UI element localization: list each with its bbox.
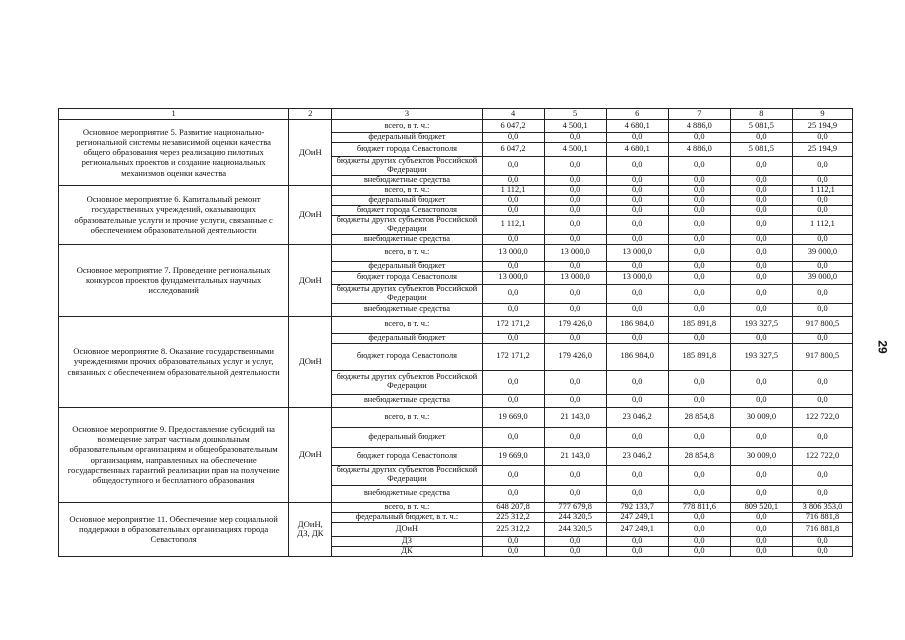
funding-source-cell: всего, в т. ч.: xyxy=(332,244,482,261)
table-row xyxy=(59,502,853,512)
amount-cell: 0,0 xyxy=(606,234,668,244)
amount-cell: 0,0 xyxy=(792,465,852,485)
funding-source-cell: федеральный бюджет, в т. ч.: xyxy=(332,512,482,522)
amount-cell: 0,0 xyxy=(544,536,606,546)
amount-cell: 19 669,0 xyxy=(482,447,544,465)
page-number: 29 xyxy=(875,340,890,354)
amount-cell: 0,0 xyxy=(792,284,852,303)
amount-cell: 0,0 xyxy=(730,303,792,316)
amount-cell: 778 811,6 xyxy=(668,502,730,512)
column-header: 4 xyxy=(482,109,544,120)
amount-cell: 0,0 xyxy=(730,370,792,394)
table-row xyxy=(59,244,853,261)
amount-cell: 0,0 xyxy=(730,333,792,343)
amount-cell: 0,0 xyxy=(606,333,668,343)
amount-cell: 0,0 xyxy=(668,427,730,447)
amount-cell: 0,0 xyxy=(482,427,544,447)
amount-cell: 39 000,0 xyxy=(792,271,852,284)
amount-cell: 0,0 xyxy=(668,333,730,343)
amount-cell: 648 207,8 xyxy=(482,502,544,512)
amount-cell: 0,0 xyxy=(544,261,606,271)
amount-cell: 185 891,8 xyxy=(668,316,730,333)
amount-cell: 0,0 xyxy=(482,546,544,556)
amount-cell: 13 000,0 xyxy=(482,271,544,284)
amount-cell: 172 171,2 xyxy=(482,343,544,370)
amount-cell: 21 143,0 xyxy=(544,407,606,427)
amount-cell: 0,0 xyxy=(482,261,544,271)
amount-cell: 0,0 xyxy=(482,175,544,185)
funding-source-cell: бюджет города Севастополя xyxy=(332,143,482,157)
amount-cell: 0,0 xyxy=(668,157,730,176)
table-row xyxy=(59,120,853,133)
amount-cell: 0,0 xyxy=(606,546,668,556)
amount-cell: 193 327,5 xyxy=(730,316,792,333)
amount-cell: 0,0 xyxy=(792,333,852,343)
amount-cell: 917 800,5 xyxy=(792,343,852,370)
amount-cell: 3 806 353,0 xyxy=(792,502,852,512)
funding-source-cell: всего, в т. ч.: xyxy=(332,316,482,333)
amount-cell: 0,0 xyxy=(730,465,792,485)
amount-cell: 0,0 xyxy=(730,512,792,522)
amount-cell: 0,0 xyxy=(544,215,606,234)
activity-cell: Основное мероприятие 5. Развитие национально-региональной системы независимой оценки качества общего образования через реализацию пилотных региональных проектов и создание национальных механизмов оценки качества xyxy=(59,120,289,186)
amount-cell: 0,0 xyxy=(606,303,668,316)
executor-cell: ДОиН, ДЗ, ДК xyxy=(289,502,332,556)
amount-cell: 0,0 xyxy=(606,215,668,234)
amount-cell: 0,0 xyxy=(544,485,606,502)
amount-cell: 0,0 xyxy=(730,427,792,447)
amount-cell: 1 112,1 xyxy=(792,215,852,234)
funding-source-cell: федеральный бюджет xyxy=(332,133,482,143)
amount-cell: 28 854,8 xyxy=(668,447,730,465)
amount-cell: 0,0 xyxy=(668,522,730,536)
funding-source-cell: бюджеты других субъектов Российской Федерации xyxy=(332,465,482,485)
amount-cell: 0,0 xyxy=(544,185,606,195)
amount-cell: 0,0 xyxy=(606,261,668,271)
amount-cell: 225 312,2 xyxy=(482,512,544,522)
activity-cell: Основное мероприятие 8. Оказание государственными учреждениями прочих образовательных услуг и услуг, связанных с обеспечением образовательной деятельности xyxy=(59,316,289,407)
amount-cell: 0,0 xyxy=(544,370,606,394)
table-row xyxy=(59,407,853,427)
amount-cell: 225 312,2 xyxy=(482,522,544,536)
amount-cell: 0,0 xyxy=(668,546,730,556)
amount-cell: 0,0 xyxy=(544,195,606,205)
amount-cell: 0,0 xyxy=(482,195,544,205)
amount-cell: 0,0 xyxy=(668,205,730,215)
budget-table-sheet xyxy=(58,108,853,557)
amount-cell: 23 046,2 xyxy=(606,407,668,427)
amount-cell: 0,0 xyxy=(668,370,730,394)
amount-cell: 21 143,0 xyxy=(544,447,606,465)
amount-cell: 13 000,0 xyxy=(544,271,606,284)
amount-cell: 25 194,9 xyxy=(792,120,852,133)
amount-cell: 809 520,1 xyxy=(730,502,792,512)
amount-cell: 0,0 xyxy=(482,370,544,394)
amount-cell: 0,0 xyxy=(544,205,606,215)
amount-cell: 186 984,0 xyxy=(606,343,668,370)
amount-cell: 6 047,2 xyxy=(482,143,544,157)
amount-cell: 25 194,9 xyxy=(792,143,852,157)
amount-cell: 0,0 xyxy=(606,465,668,485)
funding-source-cell: федеральный бюджет xyxy=(332,427,482,447)
amount-cell: 0,0 xyxy=(792,370,852,394)
amount-cell: 19 669,0 xyxy=(482,407,544,427)
amount-cell: 30 009,0 xyxy=(730,407,792,427)
column-header: 2 xyxy=(289,109,332,120)
budget-table xyxy=(58,108,853,557)
amount-cell: 1 112,1 xyxy=(482,185,544,195)
funding-source-cell: ДК xyxy=(332,546,482,556)
activity-cell: Основное мероприятие 9. Предоставление субсидий на возмещение затрат частным дошкольным образовательным организациям и общеобразовательным организациям, направленных на обеспечение государственных гарантий реализации прав на получение общедоступного и бесплатного образования xyxy=(59,407,289,502)
amount-cell: 716 881,8 xyxy=(792,522,852,536)
funding-source-cell: внебюджетные средства xyxy=(332,175,482,185)
amount-cell: 0,0 xyxy=(668,185,730,195)
amount-cell: 0,0 xyxy=(668,512,730,522)
amount-cell: 0,0 xyxy=(730,157,792,176)
funding-source-cell: внебюджетные средства xyxy=(332,485,482,502)
funding-source-cell: всего, в т. ч.: xyxy=(332,185,482,195)
amount-cell: 0,0 xyxy=(482,133,544,143)
amount-cell: 4 680,1 xyxy=(606,143,668,157)
amount-cell: 0,0 xyxy=(792,261,852,271)
amount-cell: 0,0 xyxy=(668,133,730,143)
amount-cell: 0,0 xyxy=(792,536,852,546)
amount-cell: 122 722,0 xyxy=(792,407,852,427)
amount-cell: 4 500,1 xyxy=(544,120,606,133)
amount-cell: 0,0 xyxy=(606,157,668,176)
amount-cell: 0,0 xyxy=(730,244,792,261)
executor-cell: ДОиН xyxy=(289,185,332,244)
amount-cell: 0,0 xyxy=(544,284,606,303)
amount-cell: 0,0 xyxy=(792,485,852,502)
amount-cell: 5 081,5 xyxy=(730,120,792,133)
funding-source-cell: ДОиН xyxy=(332,522,482,536)
amount-cell: 0,0 xyxy=(544,546,606,556)
amount-cell: 0,0 xyxy=(482,485,544,502)
amount-cell: 0,0 xyxy=(730,522,792,536)
column-header: 1 xyxy=(59,109,289,120)
funding-source-cell: ДЗ xyxy=(332,536,482,546)
amount-cell: 0,0 xyxy=(730,546,792,556)
amount-cell: 13 000,0 xyxy=(606,271,668,284)
funding-source-cell: бюджет города Севастополя xyxy=(332,447,482,465)
amount-cell: 0,0 xyxy=(792,175,852,185)
amount-cell: 0,0 xyxy=(730,205,792,215)
amount-cell: 0,0 xyxy=(544,157,606,176)
amount-cell: 0,0 xyxy=(482,303,544,316)
amount-cell: 0,0 xyxy=(482,333,544,343)
amount-cell: 0,0 xyxy=(668,271,730,284)
amount-cell: 13 000,0 xyxy=(482,244,544,261)
funding-source-cell: бюджет города Севастополя xyxy=(332,271,482,284)
amount-cell: 0,0 xyxy=(482,465,544,485)
amount-cell: 13 000,0 xyxy=(606,244,668,261)
amount-cell: 777 679,8 xyxy=(544,502,606,512)
amount-cell: 0,0 xyxy=(482,536,544,546)
funding-source-cell: бюджеты других субъектов Российской Федерации xyxy=(332,370,482,394)
amount-cell: 0,0 xyxy=(792,303,852,316)
amount-cell: 0,0 xyxy=(792,234,852,244)
column-header: 6 xyxy=(606,109,668,120)
amount-cell: 0,0 xyxy=(482,284,544,303)
amount-cell: 0,0 xyxy=(544,394,606,407)
amount-cell: 0,0 xyxy=(730,271,792,284)
amount-cell: 0,0 xyxy=(606,185,668,195)
amount-cell: 244 320,5 xyxy=(544,522,606,536)
amount-cell: 0,0 xyxy=(792,157,852,176)
amount-cell: 0,0 xyxy=(544,465,606,485)
amount-cell: 0,0 xyxy=(730,215,792,234)
amount-cell: 247 249,1 xyxy=(606,522,668,536)
amount-cell: 0,0 xyxy=(730,284,792,303)
table-row xyxy=(59,185,853,195)
amount-cell: 0,0 xyxy=(544,175,606,185)
amount-cell: 0,0 xyxy=(730,394,792,407)
amount-cell: 0,0 xyxy=(730,485,792,502)
executor-cell: ДОиН xyxy=(289,407,332,502)
amount-cell: 5 081,5 xyxy=(730,143,792,157)
amount-cell: 247 249,1 xyxy=(606,512,668,522)
funding-source-cell: бюджет города Севастополя xyxy=(332,205,482,215)
funding-source-cell: бюджеты других субъектов Российской Федерации xyxy=(332,284,482,303)
column-header: 8 xyxy=(730,109,792,120)
amount-cell: 179 426,0 xyxy=(544,343,606,370)
funding-source-cell: бюджет города Севастополя xyxy=(332,343,482,370)
amount-cell: 0,0 xyxy=(606,175,668,185)
amount-cell: 28 854,8 xyxy=(668,407,730,427)
amount-cell: 0,0 xyxy=(792,427,852,447)
funding-source-cell: федеральный бюджет xyxy=(332,195,482,205)
amount-cell: 0,0 xyxy=(544,427,606,447)
amount-cell: 30 009,0 xyxy=(730,447,792,465)
amount-cell: 0,0 xyxy=(730,536,792,546)
amount-cell: 0,0 xyxy=(482,234,544,244)
amount-cell: 0,0 xyxy=(482,394,544,407)
amount-cell: 244 320,5 xyxy=(544,512,606,522)
activity-cell: Основное мероприятие 6. Капитальный ремонт государственных учреждений, оказывающих образовательные услуги и прочие услуги, связанные с обеспечением образовательной деятельности xyxy=(59,185,289,244)
amount-cell: 0,0 xyxy=(668,215,730,234)
column-header: 5 xyxy=(544,109,606,120)
column-number-row xyxy=(59,109,853,120)
executor-cell: ДОиН xyxy=(289,244,332,316)
amount-cell: 0,0 xyxy=(606,205,668,215)
amount-cell: 0,0 xyxy=(792,133,852,143)
funding-source-cell: внебюджетные средства xyxy=(332,303,482,316)
amount-cell: 716 881,8 xyxy=(792,512,852,522)
column-header: 3 xyxy=(332,109,482,120)
amount-cell: 4 886,0 xyxy=(668,120,730,133)
amount-cell: 0,0 xyxy=(606,195,668,205)
amount-cell: 122 722,0 xyxy=(792,447,852,465)
amount-cell: 0,0 xyxy=(730,133,792,143)
funding-source-cell: всего, в т. ч.: xyxy=(332,120,482,133)
amount-cell: 0,0 xyxy=(668,284,730,303)
amount-cell: 0,0 xyxy=(730,195,792,205)
amount-cell: 4 886,0 xyxy=(668,143,730,157)
amount-cell: 6 047,2 xyxy=(482,120,544,133)
amount-cell: 792 133,7 xyxy=(606,502,668,512)
executor-cell: ДОиН xyxy=(289,316,332,407)
amount-cell: 0,0 xyxy=(544,234,606,244)
amount-cell: 0,0 xyxy=(668,244,730,261)
amount-cell: 179 426,0 xyxy=(544,316,606,333)
amount-cell: 0,0 xyxy=(668,485,730,502)
amount-cell: 0,0 xyxy=(730,185,792,195)
amount-cell: 0,0 xyxy=(544,303,606,316)
amount-cell: 0,0 xyxy=(668,303,730,316)
amount-cell: 0,0 xyxy=(668,394,730,407)
amount-cell: 0,0 xyxy=(606,485,668,502)
amount-cell: 186 984,0 xyxy=(606,316,668,333)
amount-cell: 0,0 xyxy=(668,465,730,485)
amount-cell: 39 000,0 xyxy=(792,244,852,261)
funding-source-cell: внебюджетные средства xyxy=(332,234,482,244)
amount-cell: 1 112,1 xyxy=(482,215,544,234)
funding-source-cell: бюджеты других субъектов Российской Федерации xyxy=(332,215,482,234)
activity-cell: Основное мероприятие 7. Проведение региональных конкурсов проектов фундаментальных научных исследований xyxy=(59,244,289,316)
amount-cell: 4 680,1 xyxy=(606,120,668,133)
amount-cell: 0,0 xyxy=(668,175,730,185)
funding-source-cell: бюджеты других субъектов Российской Федерации xyxy=(332,157,482,176)
amount-cell: 0,0 xyxy=(606,536,668,546)
amount-cell: 0,0 xyxy=(606,370,668,394)
amount-cell: 0,0 xyxy=(792,394,852,407)
funding-source-cell: внебюджетные средства xyxy=(332,394,482,407)
activity-cell: Основное мероприятие 11. Обеспечение мер социальной поддержки в образовательных организациях города Севастополя xyxy=(59,502,289,556)
amount-cell: 0,0 xyxy=(668,234,730,244)
amount-cell: 0,0 xyxy=(792,205,852,215)
column-header: 9 xyxy=(792,109,852,120)
funding-source-cell: федеральный бюджет xyxy=(332,261,482,271)
amount-cell: 4 500,1 xyxy=(544,143,606,157)
amount-cell: 0,0 xyxy=(792,546,852,556)
amount-cell: 0,0 xyxy=(668,195,730,205)
amount-cell: 13 000,0 xyxy=(544,244,606,261)
amount-cell: 185 891,8 xyxy=(668,343,730,370)
amount-cell: 0,0 xyxy=(544,133,606,143)
executor-cell: ДОиН xyxy=(289,120,332,186)
amount-cell: 0,0 xyxy=(482,157,544,176)
amount-cell: 172 171,2 xyxy=(482,316,544,333)
amount-cell: 0,0 xyxy=(730,234,792,244)
funding-source-cell: всего, в т. ч.: xyxy=(332,407,482,427)
amount-cell: 1 112,1 xyxy=(792,185,852,195)
table-row xyxy=(59,316,853,333)
amount-cell: 0,0 xyxy=(606,284,668,303)
amount-cell: 0,0 xyxy=(606,427,668,447)
funding-source-cell: всего, в т. ч.: xyxy=(332,502,482,512)
amount-cell: 0,0 xyxy=(544,333,606,343)
amount-cell: 917 800,5 xyxy=(792,316,852,333)
amount-cell: 193 327,5 xyxy=(730,343,792,370)
amount-cell: 0,0 xyxy=(606,394,668,407)
amount-cell: 0,0 xyxy=(668,536,730,546)
amount-cell: 0,0 xyxy=(606,133,668,143)
amount-cell: 0,0 xyxy=(668,261,730,271)
amount-cell: 0,0 xyxy=(730,261,792,271)
amount-cell: 0,0 xyxy=(730,175,792,185)
funding-source-cell: федеральный бюджет xyxy=(332,333,482,343)
amount-cell: 0,0 xyxy=(482,205,544,215)
amount-cell: 0,0 xyxy=(792,195,852,205)
column-header: 7 xyxy=(668,109,730,120)
amount-cell: 23 046,2 xyxy=(606,447,668,465)
